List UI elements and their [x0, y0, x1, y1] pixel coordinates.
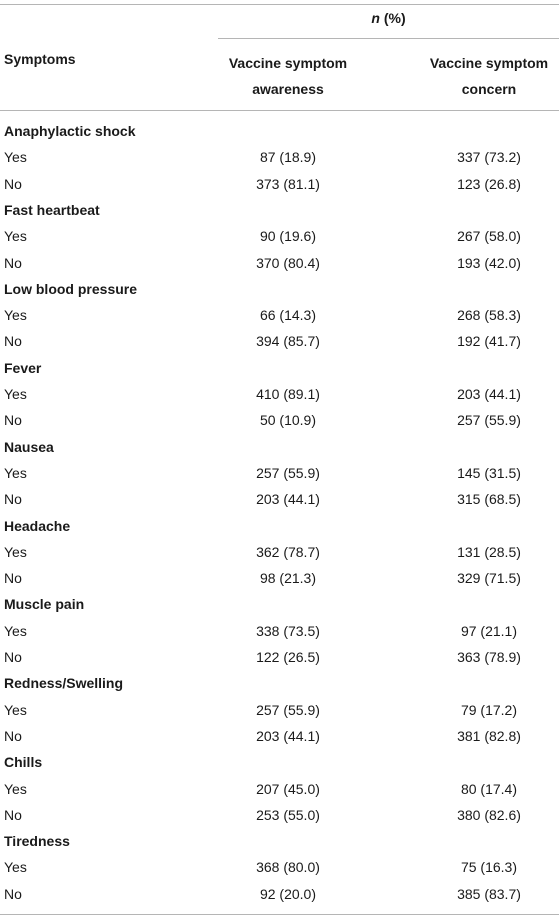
category-row — [0, 828, 559, 854]
table-row — [0, 328, 559, 354]
awareness-cell: 368 (80.0) — [256, 859, 320, 876]
concern-cell: 315 (68.5) — [457, 491, 521, 508]
row-label: Yes — [4, 307, 27, 324]
awareness-cell: 370 (80.4) — [256, 254, 320, 271]
table-row — [0, 171, 559, 197]
table-row — [0, 618, 559, 644]
awareness-cell: 203 (44.1) — [256, 727, 320, 744]
row-label: No — [4, 806, 22, 823]
awareness-header-line-2: awareness — [252, 81, 324, 97]
concern-cell: 123 (26.8) — [457, 175, 521, 192]
category-row — [0, 591, 559, 617]
awareness-cell: 203 (44.1) — [256, 491, 320, 508]
table-row — [0, 381, 559, 407]
concern-header-line-1: Vaccine symptom — [429, 55, 549, 71]
awareness-cell: 87 (18.9) — [259, 149, 317, 166]
symptoms-header: Symptoms — [4, 51, 76, 67]
row-label: Yes — [4, 859, 27, 876]
concern-cell: 257 (55.9) — [457, 412, 521, 429]
category-row — [0, 749, 559, 775]
table-row — [0, 644, 559, 670]
spanner-rule — [218, 38, 559, 39]
category-row — [0, 670, 559, 696]
row-label: No — [4, 570, 22, 587]
table-row — [0, 776, 559, 802]
row-label: Yes — [4, 386, 27, 402]
awareness-header-line-1: Vaccine symptom — [228, 55, 348, 71]
table-row — [0, 144, 559, 170]
concern-cell: 131 (28.5) — [457, 543, 521, 560]
category-row — [0, 434, 559, 460]
row-label: No — [4, 491, 22, 508]
category-label: Chills — [4, 754, 43, 771]
concern-cell: 268 (58.3) — [457, 307, 521, 324]
concern-cell: 203 (44.1) — [457, 386, 521, 402]
category-row — [0, 276, 559, 302]
header-rule — [0, 110, 559, 111]
concern-cell: 329 (71.5) — [457, 570, 521, 587]
row-label: Yes — [4, 543, 27, 560]
awareness-cell: 122 (26.5) — [256, 649, 320, 665]
category-label: Fever — [4, 359, 42, 376]
awareness-cell: 257 (55.9) — [256, 464, 320, 481]
row-label: Yes — [4, 228, 27, 245]
bottom-rule — [0, 914, 559, 915]
table-row — [0, 565, 559, 591]
awareness-cell: 50 (10.9) — [259, 412, 317, 429]
table-row — [0, 539, 559, 565]
category-row — [0, 197, 559, 223]
awareness-cell: 257 (55.9) — [256, 701, 320, 718]
awareness-cell: 207 (45.0) — [256, 780, 320, 797]
awareness-cell: 373 (81.1) — [256, 175, 320, 192]
concern-cell: 80 (17.4) — [460, 780, 518, 797]
row-label: Yes — [4, 622, 27, 639]
concern-cell: 192 (41.7) — [457, 333, 521, 350]
concern-cell: 385 (83.7) — [457, 885, 521, 902]
table-row — [0, 802, 559, 828]
category-label: Low blood pressure — [4, 280, 138, 297]
concern-cell: 75 (16.3) — [460, 859, 518, 876]
row-label: Yes — [4, 149, 27, 166]
awareness-cell: 253 (55.0) — [256, 806, 320, 823]
category-label: Muscle pain — [4, 596, 85, 613]
category-row — [0, 118, 559, 144]
table-row — [0, 881, 559, 907]
category-row — [0, 355, 559, 381]
category-label: Nausea — [4, 438, 54, 455]
concern-cell: 79 (17.2) — [460, 701, 518, 718]
category-label: Redness/Swelling — [4, 675, 124, 692]
concern-header-line-2: concern — [461, 81, 517, 97]
n-percent-header — [218, 10, 559, 26]
top-rule — [0, 4, 559, 5]
table-row — [0, 723, 559, 749]
row-label: Yes — [4, 701, 27, 718]
concern-cell: 337 (73.2) — [457, 149, 521, 166]
awareness-cell: 410 (89.1) — [256, 386, 320, 402]
row-label: No — [4, 649, 22, 665]
table-row — [0, 486, 559, 512]
row-label: No — [4, 333, 22, 350]
table-row — [0, 223, 559, 249]
awareness-cell: 66 (14.3) — [259, 307, 317, 324]
table-row — [0, 460, 559, 486]
awareness-cell: 362 (78.7) — [256, 543, 320, 560]
category-label: Tiredness — [4, 833, 70, 850]
row-label: No — [4, 175, 22, 192]
concern-cell: 97 (21.1) — [460, 622, 518, 639]
category-label: Headache — [4, 517, 71, 534]
concern-cell: 193 (42.0) — [457, 254, 521, 271]
n-symbol: n — [371, 10, 380, 26]
table-row — [0, 302, 559, 328]
awareness-cell: 90 (19.6) — [259, 228, 317, 245]
awareness-cell: 394 (85.7) — [256, 333, 320, 350]
row-label: Yes — [4, 464, 27, 481]
row-label: No — [4, 727, 22, 744]
row-label: No — [4, 254, 22, 271]
table-row — [0, 250, 559, 276]
category-row — [0, 513, 559, 539]
percent-label: (%) — [383, 10, 406, 26]
concern-cell: 145 (31.5) — [457, 464, 521, 481]
awareness-header — [208, 50, 368, 102]
awareness-cell: 338 (73.5) — [256, 622, 320, 639]
concern-cell: 267 (58.0) — [457, 228, 521, 245]
category-label: Fast heartbeat — [4, 201, 100, 218]
concern-cell: 380 (82.6) — [457, 806, 521, 823]
row-label: No — [4, 412, 22, 429]
awareness-cell: 98 (21.3) — [259, 570, 317, 587]
category-label: Anaphylactic shock — [4, 123, 136, 139]
concern-cell: 381 (82.8) — [457, 727, 521, 744]
table-row — [0, 697, 559, 723]
concern-header — [409, 50, 559, 102]
awareness-cell: 92 (20.0) — [259, 885, 317, 902]
row-label: No — [4, 885, 22, 902]
concern-cell: 363 (78.9) — [457, 649, 521, 665]
table-row — [0, 407, 559, 433]
row-label: Yes — [4, 780, 27, 797]
table-row — [0, 854, 559, 880]
